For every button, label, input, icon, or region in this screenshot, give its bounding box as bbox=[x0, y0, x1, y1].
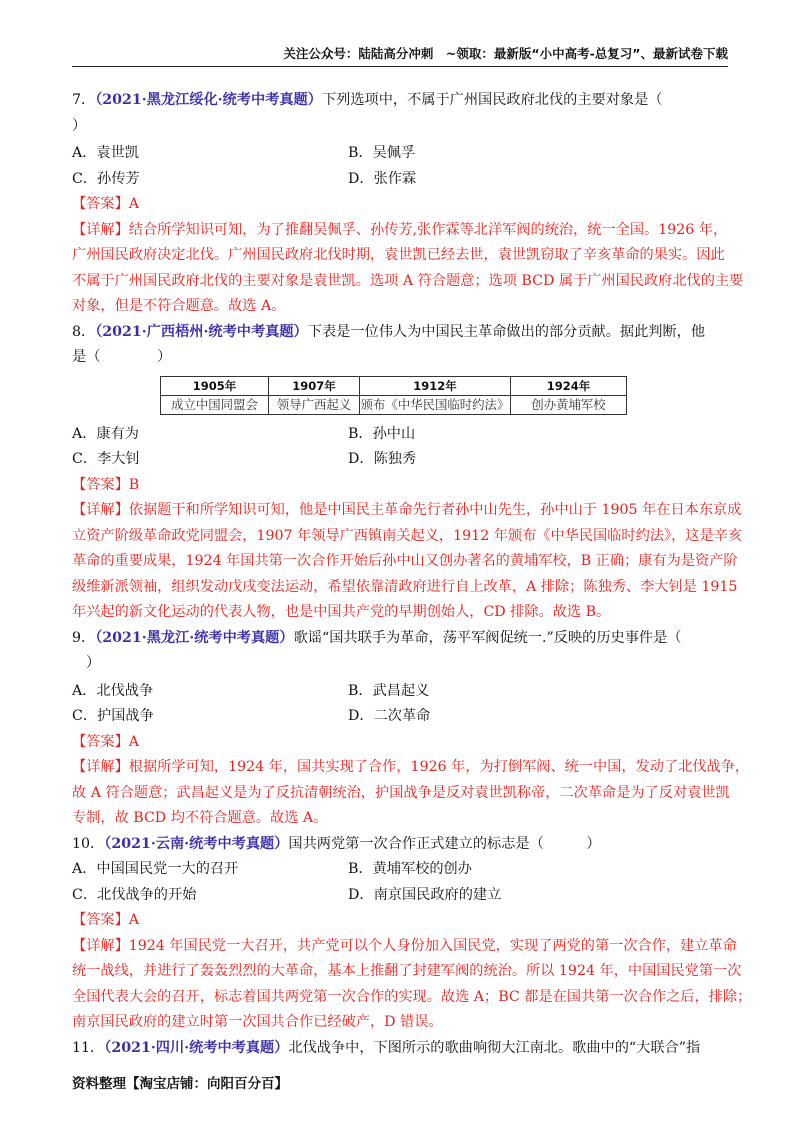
question-stem-end: ） bbox=[86, 655, 101, 671]
explanation-line: 【详解】1924 年国民党一大召开，共产党可以个人身份加入国民党，实现了两党的第一次合作，建立革命 bbox=[72, 937, 737, 954]
option-d: D．张作霖 bbox=[348, 170, 417, 187]
table-cell: 创办黄埔军校 bbox=[511, 395, 627, 414]
option-b: B．孙中山 bbox=[348, 425, 416, 442]
question-source: （2021·四川·统考中考真题） bbox=[104, 1039, 289, 1056]
table-cell: 成立中国同盟会 bbox=[161, 395, 269, 414]
option-b: B．吴佩孚 bbox=[348, 145, 416, 161]
table-cell: 颁布《中华民国临时约法》 bbox=[360, 395, 511, 414]
question-number: 8． bbox=[72, 323, 96, 340]
question-stem: 北伐战争中，下图所示的歌曲响彻大江南北。歌曲中的“大联合”指 bbox=[288, 1039, 701, 1056]
question-stem: 国共两党第一次合作正式建立的标志是（ ） bbox=[288, 835, 601, 852]
explanation-line: 广州国民政府决定北伐。广州国民政府北伐时期，袁世凯已经去世，袁世凯窃取了辛亥革命的果实。因此 bbox=[72, 247, 725, 263]
answer: 【答案】A bbox=[72, 912, 139, 928]
question-9 bbox=[72, 626, 750, 832]
explanation-line: 故 A 符合题意；武昌起义是为了反抗清朝统治，护国战争是反对袁世凯称帝，二次革命是为了反对袁世凯 bbox=[72, 784, 730, 801]
explanation-line: 【详解】结合所学知识可知，为了推翻吴佩孚、孙传芳,张作霖等北洋军阀的统治，统一全国。1926 年， bbox=[72, 221, 728, 238]
question-stem: 下列选项中，不属于广州国民政府北伐的主要对象是（ bbox=[321, 92, 663, 108]
question-stem-end: 是（ ） bbox=[72, 349, 172, 365]
explanation-line: 【详解】依据题干和所学知识可知，他是中国民主革命先行者孙中山先生，孙中山于 1905 年在日本东京成 bbox=[72, 502, 742, 518]
explanation-line: 对象，但是不符合题意。故选 A。 bbox=[72, 298, 286, 314]
option-c: C．孙传芳 bbox=[72, 170, 140, 187]
question-11 bbox=[72, 1036, 732, 1062]
question-number: 7． bbox=[72, 92, 96, 108]
option-c: C．北伐战争的开始 bbox=[72, 886, 197, 903]
question-stem-end: ） bbox=[72, 117, 87, 134]
explanation-line: 统一战线，并进行了轰轰烈烈的大革命，基本上推翻了封建军阀的统治。所以 1924 年，中国国民党第一次 bbox=[72, 963, 742, 979]
explanation-line: 立资产阶级革命政党同盟会，1907 年领导广西镇南关起义，1912 年颁布《中华民国临时约法》，这是辛亥 bbox=[72, 527, 743, 544]
page-footer: 资料整理【淘宝店铺：向阳百分百】 bbox=[72, 1076, 288, 1092]
question-10 bbox=[72, 832, 752, 1036]
explanation-line: 年兴起的新文化运动的代表人物，也是中国共产党的早期创始人，CD 排除。故选 B。 bbox=[72, 604, 611, 620]
explanation-line: 革命的重要成果，1924 年国共第一次合作开始后孙中山又创办著名的黄埔军校，B 正确；康有为是资产阶 bbox=[72, 553, 738, 569]
option-d: D．陈独秀 bbox=[348, 451, 417, 467]
table-header-1924: 1924年 bbox=[511, 376, 627, 395]
question-source: （2021·黑龙江绥化·统考中考真题） bbox=[95, 92, 322, 108]
explanation-line: 全国代表大会的召开，标志着国共两党第一次合作的实现。故选 A；BC 都是在国共第一次合作之后，排除； bbox=[72, 988, 752, 1005]
question-stem: 下表是一位伟人为中国民主革命做出的部分贡献。据此判断，他 bbox=[307, 323, 706, 340]
option-b: B．黄埔军校的创办 bbox=[348, 861, 472, 877]
explanation-line: 【详解】根据所学可知，1924 年，国共实现了合作，1926 年，为打倒军阀、统一中国，发动了北伐战争， bbox=[72, 759, 750, 775]
option-a: A．袁世凯 bbox=[72, 145, 139, 161]
explanation-line: 专制，故 BCD 均不符合题意。故选 A。 bbox=[72, 810, 328, 826]
contribution-table bbox=[160, 376, 627, 415]
option-c: C．护国战争 bbox=[72, 708, 154, 724]
question-source: （2021·黑龙江·统考中考真题） bbox=[95, 629, 294, 646]
question-8 bbox=[72, 320, 743, 626]
explanation-line: 南京国民政府的建立时第一次国共合作已经破产，D 错误。 bbox=[72, 1014, 443, 1030]
option-c: C．李大钊 bbox=[72, 451, 140, 467]
question-stem: 歌谣“国共联手为革命，荡平军阀促统一.”反映的历史事件是（ bbox=[293, 629, 682, 646]
answer: 【答案】B bbox=[72, 476, 140, 493]
option-d: D．二次革命 bbox=[348, 708, 431, 724]
explanation-line: 级维新派领袖，组织发动戊戌变法运动，希望依靠清政府进行自上改革，A 排除；陈独秀、李大钊是 1915 bbox=[72, 578, 738, 595]
table-header-1907: 1907年 bbox=[269, 376, 360, 395]
table-cell: 领导广西起义 bbox=[269, 395, 360, 414]
option-a: A．中国国民党一大的召开 bbox=[72, 861, 239, 877]
option-a: A．北伐战争 bbox=[72, 682, 154, 699]
question-7 bbox=[72, 88, 744, 320]
question-number: 9． bbox=[72, 629, 96, 646]
answer: 【答案】A bbox=[72, 196, 139, 212]
answer: 【答案】A bbox=[72, 733, 139, 750]
table-header-1905: 1905年 bbox=[161, 376, 269, 395]
option-b: B．武昌起义 bbox=[348, 682, 430, 699]
question-source: （2021·广西梧州·统考中考真题） bbox=[95, 323, 308, 340]
option-d: D．南京国民政府的建立 bbox=[348, 886, 502, 903]
question-list bbox=[72, 88, 752, 1061]
option-a: A．康有为 bbox=[72, 425, 139, 442]
question-source: （2021·云南·统考中考真题） bbox=[104, 835, 289, 852]
table-header-1912: 1912年 bbox=[360, 376, 511, 395]
page-header: 关注公众号：陆陆高分冲刺 ~领取：最新版“小中高考-总复习”、最新试卷下载 bbox=[72, 44, 728, 67]
question-number: 10． bbox=[72, 835, 105, 852]
explanation-line: 不属于广州国民政府北伐的主要对象是袁世凯。选项 A 符合题意；选项 BCD 属于广州国民政府北伐的主要 bbox=[72, 272, 744, 289]
question-number: 11． bbox=[72, 1039, 105, 1056]
